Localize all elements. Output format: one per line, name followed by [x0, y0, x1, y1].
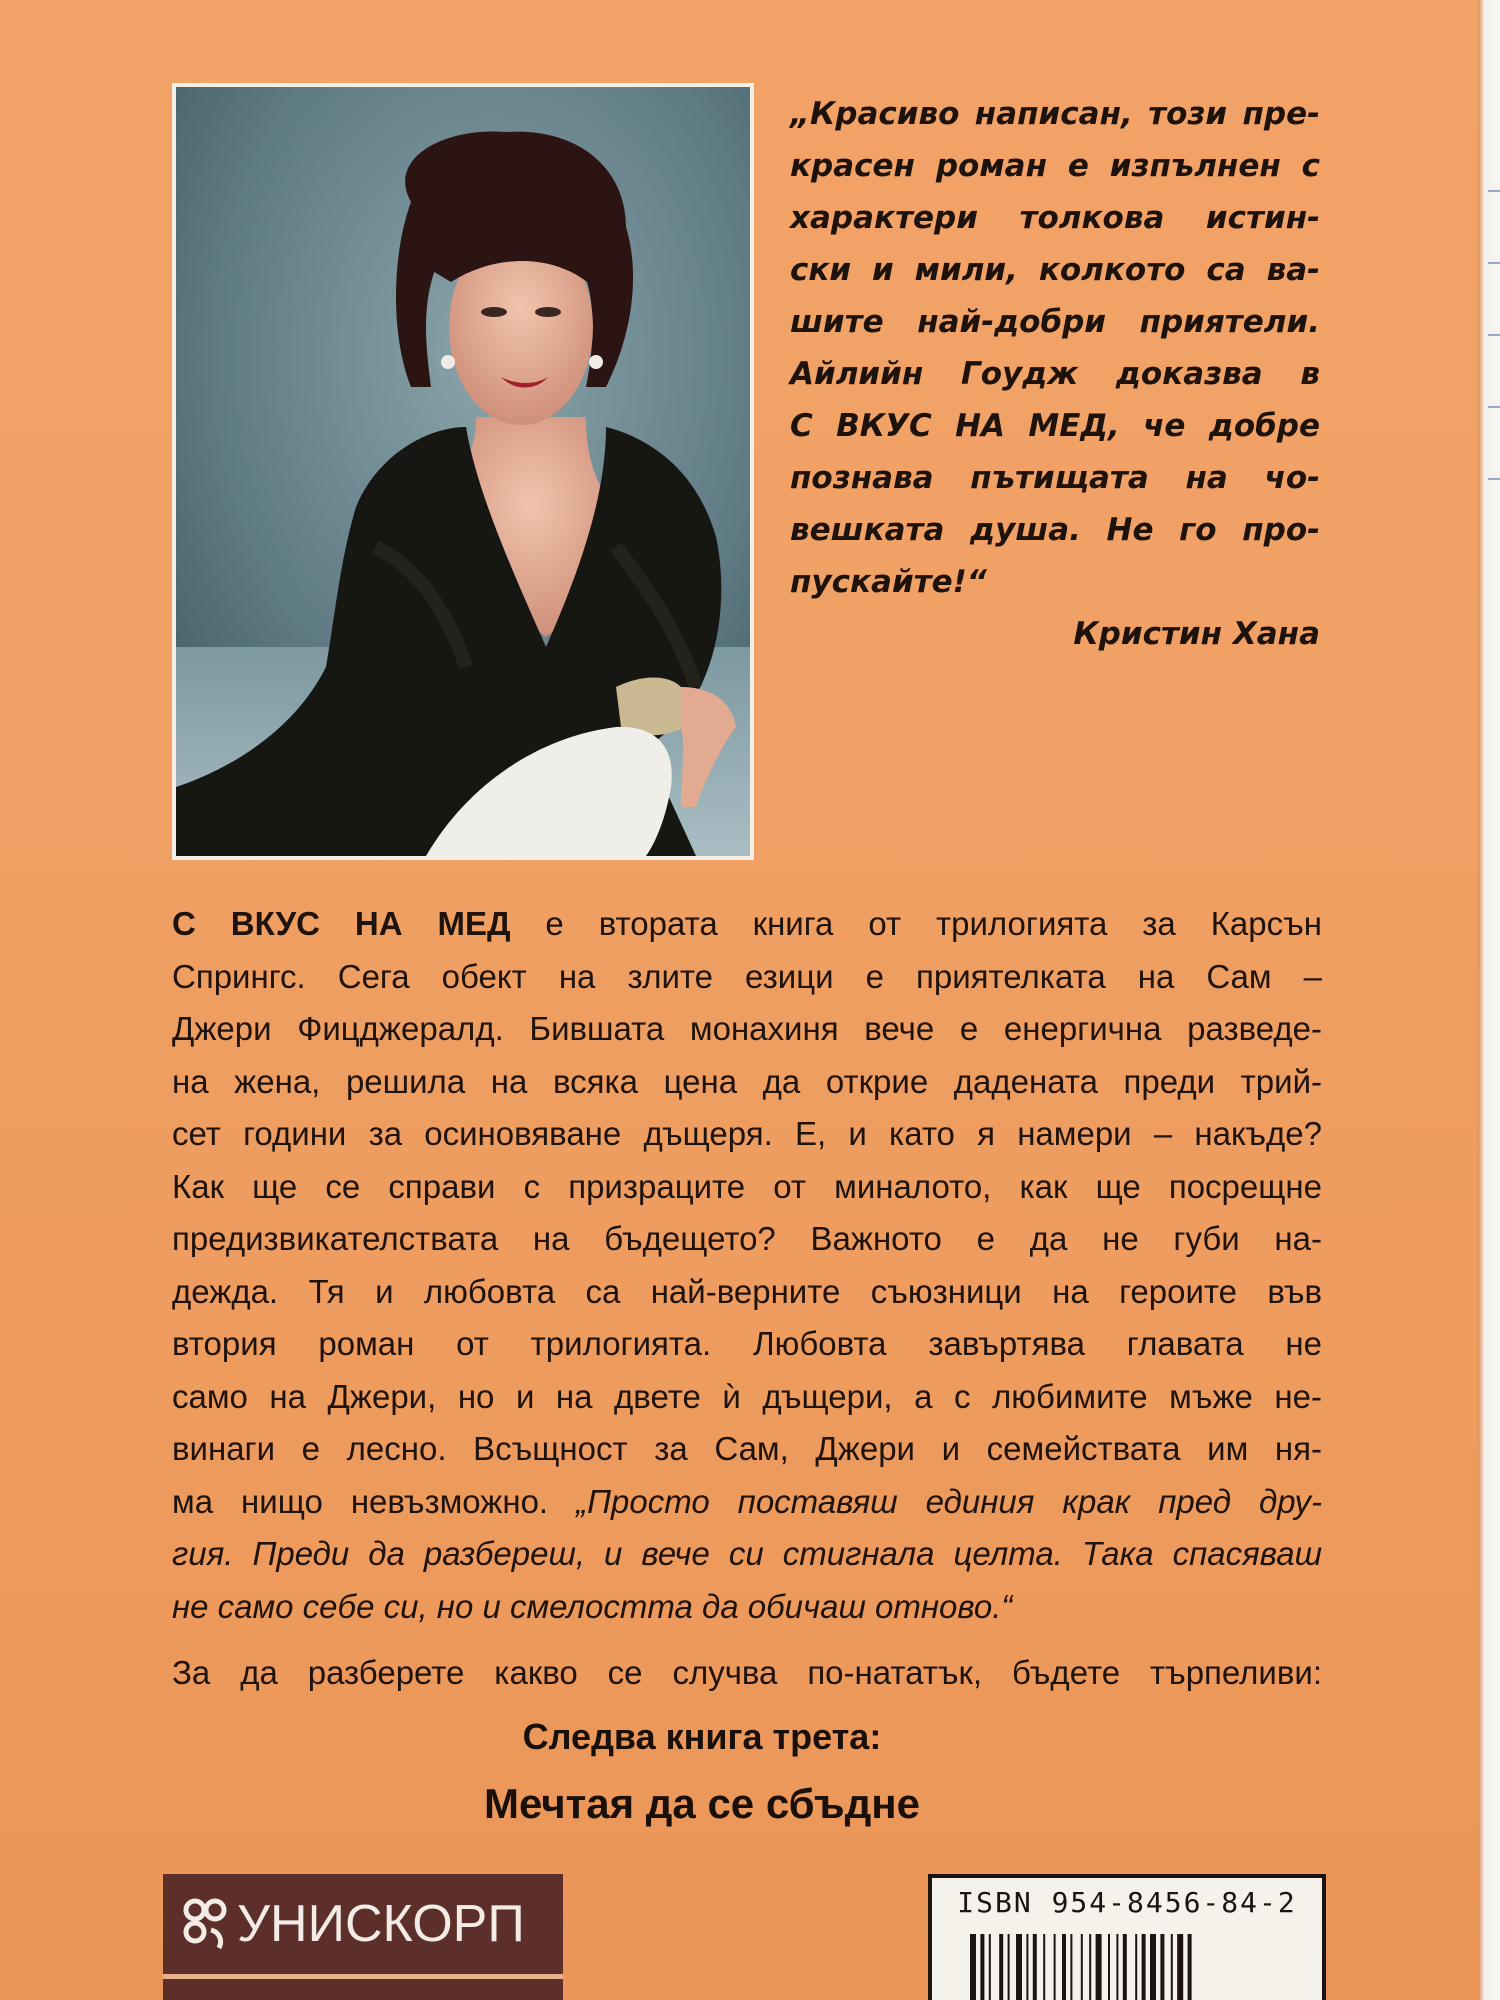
description-text: ма нищо невъзможно.: [172, 1482, 577, 1520]
barcode-bar: [1070, 1934, 1072, 2000]
barcode-icon: [970, 1934, 1290, 2000]
publisher-strip: [163, 1974, 563, 1979]
barcode-bar: [1123, 1934, 1127, 2000]
description-line: Спрингс. Сега обект на злите езици е приятелката на Сам –: [172, 957, 1322, 995]
description-text: е втората книга от трилогията за Карсън: [510, 905, 1322, 942]
quote-line: пускайте!“: [790, 564, 987, 600]
description-line: [172, 1528, 1322, 1581]
description-line: сет години за осиновяване дъщеря. Е, и като я намери – накъде?: [172, 1115, 1322, 1152]
next-book-title: Мечтая да се сбъдне: [483, 1780, 921, 1827]
barcode-bar: [1135, 1934, 1137, 2000]
page-edge-line: [1488, 406, 1500, 408]
barcode-bar: [1116, 1934, 1118, 2000]
description-line: Как ще се справи с призраците от миналото, как ще посрещне: [172, 1167, 1322, 1205]
barcode-bar: [1089, 1934, 1091, 2000]
barcode-bar: [1171, 1934, 1173, 2000]
barcode-bar: [1062, 1934, 1066, 2000]
description-line: предизвикателствата на бъдещето? Важното е да не губи на-: [172, 1220, 1322, 1257]
barcode-bar: [1177, 1934, 1183, 2000]
barcode-bar: [1188, 1934, 1192, 2000]
quote-line: вешката душа. Не го про-: [790, 512, 1320, 548]
barcode-bar: [980, 1934, 984, 2000]
description-line: винаги е лесно. Всъщност за Сам, Джери и семействата им ня-: [172, 1430, 1322, 1467]
quote-line: Айлийн Гоудж доказва в: [790, 356, 1320, 392]
isbn-number: ISBN 954-8456-84-2: [957, 1886, 1297, 1919]
page-edge-line: [1488, 190, 1500, 192]
quote-line: характери толкова истин-: [790, 200, 1320, 236]
book-description: [172, 898, 1322, 1633]
description-quote: не само себе си, но и смелостта да обичаш отново.“: [172, 1587, 1013, 1625]
description-quote: „Просто поставяш единия крак пред дру-: [576, 1482, 1322, 1520]
quote-line: шите най-добри приятели.: [790, 304, 1320, 340]
page-edge-line: [1488, 478, 1500, 480]
author-photo: [172, 83, 754, 860]
barcode-bar: [1150, 1934, 1156, 2000]
description-line: Джери Фицджералд. Бившата монахиня вече е енергична разведе-: [172, 1010, 1322, 1047]
barcode-bar: [1054, 1934, 1056, 2000]
description-line: [172, 1476, 1322, 1529]
barcode-bar: [1033, 1934, 1037, 2000]
barcode-bar: [1026, 1934, 1028, 2000]
page-edge-line: [1488, 262, 1500, 264]
quote-line: красен роман е изпълнен с: [790, 148, 1320, 184]
description-line: дежда. Тя и любовта са най-верните съюзници на героите във: [172, 1272, 1322, 1310]
barcode-bar: [999, 1934, 1003, 2000]
barcode-bar: [970, 1934, 976, 2000]
publisher-logo: [163, 1874, 563, 2000]
publisher-name: УНИСКОРП: [237, 1895, 525, 1953]
barcode-bar: [1096, 1934, 1102, 2000]
next-book-label: Следва книга трета:: [522, 1716, 882, 1757]
quote-line: ски и мили, колкото са ва-: [790, 252, 1320, 288]
isbn-barcode: [928, 1874, 1326, 2000]
author-portrait-image: [176, 87, 750, 856]
barcode-bar: [1142, 1934, 1146, 2000]
barcode-bar: [989, 1934, 991, 2000]
page-edge: [1478, 0, 1500, 2000]
description-quote: гия. Преди да разбереш, и вече си стигнала целта. Така спасяваш: [172, 1535, 1322, 1572]
quote-line: „Красиво написан, този пре-: [790, 96, 1320, 132]
page-edge-line: [1488, 334, 1500, 336]
barcode-bar: [1108, 1934, 1110, 2000]
description-line: на жена, решила на всяка цена да открие дадената преди трий-: [172, 1062, 1322, 1100]
quote-line: С ВКУС НА МЕД, че добре: [790, 408, 1320, 444]
teaser-text: За да разберете какво се случва по-нататък, бъдете търпеливи:: [172, 1654, 1322, 1691]
review-quote: [790, 88, 1320, 608]
publisher-logo-icon: [181, 1896, 229, 1952]
barcode-bar: [1160, 1934, 1164, 2000]
barcode-bar: [1016, 1934, 1022, 2000]
barcode-bar: [1008, 1934, 1010, 2000]
description-line: втория роман от трилогията. Любовта завъртява главата не: [172, 1325, 1322, 1362]
description-line: само на Джери, но и на двете ѝ дъщери, а с любимите мъже не-: [172, 1377, 1322, 1415]
barcode-bar: [1081, 1934, 1083, 2000]
description-line: [172, 1581, 1322, 1634]
quote-author: Кристин Хана: [1073, 616, 1320, 652]
quote-line: познава пътищата на чо-: [790, 460, 1320, 496]
description-line: [172, 898, 1322, 951]
barcode-bar: [1043, 1934, 1045, 2000]
book-title-inline: С ВКУС НА МЕД: [172, 905, 511, 942]
